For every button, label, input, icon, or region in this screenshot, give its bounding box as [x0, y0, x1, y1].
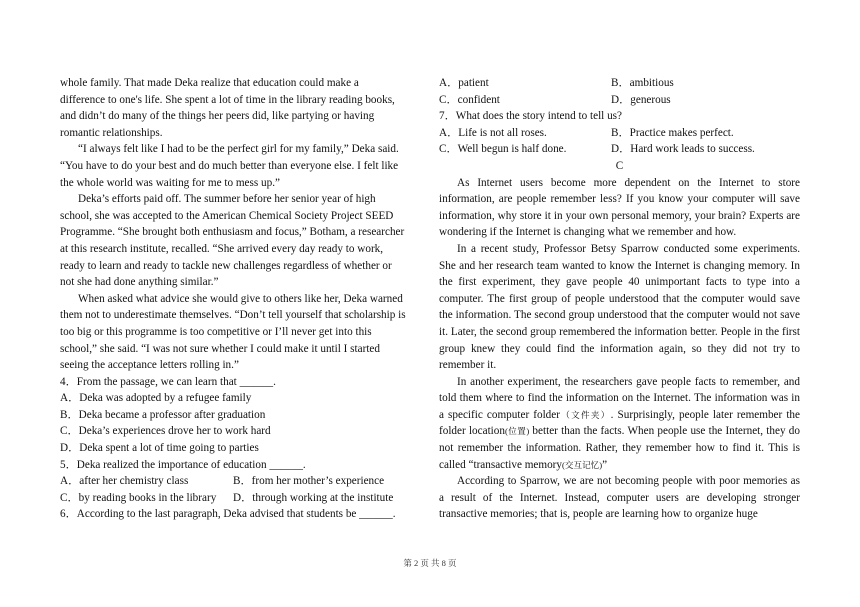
- text-line: the whole world was waiting for me to mess up.”: [60, 176, 280, 189]
- chinese-gloss: (位置): [504, 426, 530, 437]
- question-stem: 5．Deka realized the importance of education ______.: [60, 458, 306, 471]
- passage-paragraph: As Internet users become more dependent on the Internet to store information, are people remember less? If you know your computer will save information, why store it in your own personal memory, your brain? Experts are wondering if the Internet is changing what we remember and how.: [439, 176, 800, 239]
- text-line: and didn’t do many of the things her peers did, like partying or having: [60, 110, 375, 123]
- answer-option: C．Well begun is half done.: [439, 143, 567, 156]
- passage-paragraph: [60, 141, 417, 191]
- question-7: [439, 108, 800, 158]
- text-line: When asked what advice she would give to others like her, Deka warned: [78, 292, 403, 305]
- text-line: romantic relationships.: [60, 126, 163, 139]
- text-line: Programme. “She brought both enthusiasm and focus,” Botham, a researcher: [60, 226, 405, 239]
- option-row: [60, 490, 417, 507]
- text-line: Deka’s efforts paid off. The summer before her senior year of high: [78, 193, 376, 206]
- text-line: them not to underestimate themselves. “Don’t tell yourself that scholarship is: [60, 309, 406, 322]
- left-column: [60, 75, 417, 523]
- option-row: [439, 141, 800, 158]
- page-footer: 第 2 页 共 8 页: [403, 558, 457, 568]
- text-line: school,” she said. “I was not sure whether I could make it until I started: [60, 342, 380, 355]
- answer-option: A．Deka was adopted by a refugee family: [60, 392, 252, 405]
- answer-option: C．by reading books in the library: [60, 491, 217, 504]
- option-row: [439, 75, 800, 92]
- text-run: . Surprisingly, people later remember the folder location: [439, 408, 800, 438]
- text-line: “You have to do your best and do much better than everyone else. I felt like: [60, 159, 399, 172]
- question-stem: 7．What does the story intend to tell us?: [439, 110, 623, 123]
- text-run: In another experiment, the researchers gave people facts to remember, and told them where to find the information on the Internet. The information was in a specific computer folder: [439, 375, 800, 421]
- answer-option: D．through working at the institute: [233, 491, 394, 504]
- answer-option: A．patient: [439, 77, 489, 89]
- text-line: difference to one's life. She spent a lot of time in the library reading books,: [60, 93, 395, 106]
- option-row: [439, 92, 800, 109]
- question-4: [60, 374, 417, 457]
- text-run: ”: [602, 458, 608, 471]
- passage-paragraph: [60, 291, 417, 374]
- option-row: [439, 125, 800, 142]
- passage-paragraph: [60, 75, 417, 141]
- passage-paragraph: [60, 191, 417, 291]
- text-line: too big or this programme is too competitive or I’ll never get into this: [60, 325, 372, 338]
- answer-option: A．after her chemistry class: [60, 475, 189, 488]
- answer-option: B．Practice makes perfect.: [611, 126, 734, 139]
- question-6: [60, 506, 417, 523]
- chinese-gloss: (交互记忆): [562, 459, 603, 470]
- text-line: whole family. That made Deka realize that education could make a: [60, 77, 359, 89]
- answer-option: D．Deka spent a lot of time going to parties: [60, 442, 259, 455]
- answer-option: B．Deka became a professor after graduation: [60, 408, 266, 421]
- question-stem: 4．From the passage, we can learn that ______.: [60, 375, 276, 388]
- right-column: [439, 75, 800, 523]
- question-5: [60, 457, 417, 507]
- text-line: not she had done anything similar.”: [60, 276, 219, 289]
- answer-option: C．confident: [439, 93, 500, 106]
- option-row: [60, 473, 417, 490]
- answer-option: A．Life is not all roses.: [439, 126, 547, 139]
- text-line: ready to learn and ready to tackle new challenges regardless of whether or: [60, 259, 392, 272]
- text-line: “I always felt like I had to be the perfect girl for my family,” Deka said.: [78, 143, 399, 156]
- text-line: at this research institute, recalled. “She arrived every day ready to work,: [60, 242, 384, 255]
- answer-option: D．Hard work leads to success.: [611, 143, 755, 156]
- passage-paragraph: According to Sparrow, we are not becoming people with poor memories as a result of the Internet. Instead, computer users are developing stronger transactive memories; that is, people are learning how to organize huge: [439, 475, 800, 521]
- text-line: seeing the acceptance letters rolling in.”: [60, 359, 239, 372]
- passage-paragraph: [439, 374, 800, 474]
- text-line: school, she was accepted to the American Chemical Society Project SEED: [60, 209, 394, 222]
- passage-paragraph: In a recent study, Professor Betsy Sparrow conducted some experiments. She and her research team wanted to know the Internet is changing memory. In the first experiment, they gave people 40 unimportant facts to type into a computer. The first group of people understood that the computer would save the information. The second group understood that the computer would not save it. Later, the second group remembered the information better. People in the first group knew they could find the information again, so they did not try to remember it.: [439, 242, 800, 372]
- answer-option: B．from her mother’s experience: [233, 475, 385, 488]
- chinese-gloss: （文件夹）: [559, 409, 611, 420]
- question-stem: 6．According to the last paragraph, Deka advised that students be ______.: [60, 508, 396, 521]
- answer-option: B．ambitious: [611, 77, 674, 89]
- answer-option: C．Deka’s experiences drove her to work hard: [60, 425, 271, 438]
- text-run: better than the facts. When people use the Internet, they do not remember the information. Rather, they remember how to find it. This is called “transactive memory: [439, 425, 800, 471]
- section-heading: C: [615, 159, 624, 172]
- answer-option: D．generous: [611, 93, 671, 106]
